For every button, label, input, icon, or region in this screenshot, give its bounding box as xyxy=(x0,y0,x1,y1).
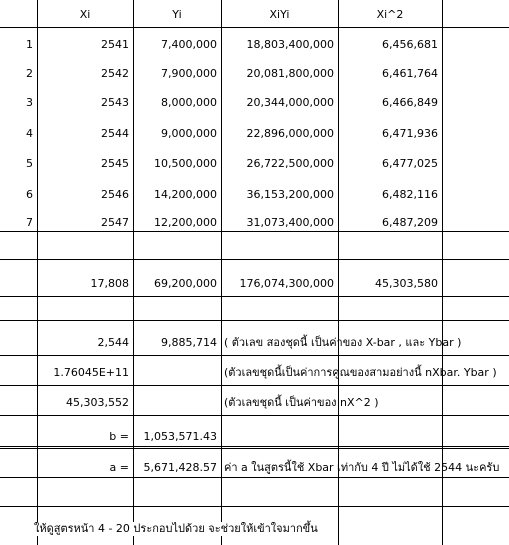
grid-line xyxy=(221,0,222,545)
row-index: 3 xyxy=(26,96,33,109)
cell-xi[interactable]: 2542 xyxy=(101,67,129,80)
cell-xiyi[interactable]: 22,896,000,000 xyxy=(246,127,334,140)
nx2-note: (ตัวเลขชุดนี้ เป็นค่าของ nX^2 ) xyxy=(224,396,379,409)
cell-yi[interactable]: 7,400,000 xyxy=(161,38,217,51)
cell-yi[interactable]: 14,200,000 xyxy=(154,188,217,201)
means-note: ( ตัวเลข สองชุดนี้ เป็นค่าของ X-bar , และ Ybar ) xyxy=(224,336,462,349)
total-xiyi[interactable]: 176,074,300,000 xyxy=(239,277,334,290)
grid-line xyxy=(0,320,509,321)
grid-line xyxy=(0,355,509,356)
header-xi: Xi xyxy=(79,8,91,21)
a-note: ค่า a ในสูตรนี้ใช้ Xbar เท่ากับ 4 ปี ไม่ได้ใช้ 2544 นะครับ xyxy=(224,461,500,474)
product-note: (ตัวเลขชุดนี้เป็นค่าการคูณของสามอย่างนี้ nXbar. Ybar ) xyxy=(224,366,497,379)
footer-note: ให้ดูสูตรหน้า 4 - 20 ประกอบไปด้วย จะช่วยให้เข้าใจมากขึ้น xyxy=(34,522,322,536)
mean-x[interactable]: 2,544 xyxy=(97,336,129,349)
cell-xi2[interactable]: 6,487,209 xyxy=(382,216,438,229)
grid-line xyxy=(0,231,509,232)
b-label: b = xyxy=(109,430,129,443)
grid-line xyxy=(0,415,509,416)
cell-yi[interactable]: 10,500,000 xyxy=(154,157,217,170)
row-index: 4 xyxy=(26,127,33,140)
cell-yi[interactable]: 9,000,000 xyxy=(161,127,217,140)
cell-xi2[interactable]: 6,456,681 xyxy=(382,38,438,51)
cell-xiyi[interactable]: 20,344,000,000 xyxy=(246,96,334,109)
grid-line xyxy=(0,477,509,478)
total-yi[interactable]: 69,200,000 xyxy=(154,277,217,290)
cell-xiyi[interactable]: 36,153,200,000 xyxy=(246,188,334,201)
cell-xi[interactable]: 2544 xyxy=(101,127,129,140)
grid-line xyxy=(0,259,509,260)
nx2-value[interactable]: 45,303,552 xyxy=(66,396,129,409)
grid-line xyxy=(0,446,509,449)
total-xi2[interactable]: 45,303,580 xyxy=(375,277,438,290)
a-value[interactable]: 5,671,428.57 xyxy=(143,461,217,474)
cell-xi2[interactable]: 6,466,849 xyxy=(382,96,438,109)
cell-xi[interactable]: 2546 xyxy=(101,188,129,201)
grid-line xyxy=(0,385,509,386)
cell-yi[interactable]: 12,200,000 xyxy=(154,216,217,229)
cell-xiyi[interactable]: 20,081,800,000 xyxy=(246,67,334,80)
product-value[interactable]: 1.76045E+11 xyxy=(53,366,129,379)
cell-yi[interactable]: 8,000,000 xyxy=(161,96,217,109)
cell-xi2[interactable]: 6,461,764 xyxy=(382,67,438,80)
cell-xiyi[interactable]: 26,722,500,000 xyxy=(246,157,334,170)
header-xi2: Xi^2 xyxy=(376,8,404,21)
a-label: a = xyxy=(109,461,129,474)
grid-line xyxy=(0,506,509,507)
header-xiyi: XiYi xyxy=(269,8,290,21)
cell-xi[interactable]: 2543 xyxy=(101,96,129,109)
cell-xi[interactable]: 2547 xyxy=(101,216,129,229)
cell-xi2[interactable]: 6,477,025 xyxy=(382,157,438,170)
header-yi: Yi xyxy=(172,8,182,21)
row-index: 1 xyxy=(26,38,33,51)
total-xi[interactable]: 17,808 xyxy=(90,277,129,290)
row-index: 5 xyxy=(26,157,33,170)
cell-xi2[interactable]: 6,482,116 xyxy=(382,188,438,201)
cell-xiyi[interactable]: 31,073,400,000 xyxy=(246,216,334,229)
cell-xi[interactable]: 2545 xyxy=(101,157,129,170)
b-value[interactable]: 1,053,571.43 xyxy=(143,430,217,443)
cell-xiyi[interactable]: 18,803,400,000 xyxy=(246,38,334,51)
cell-yi[interactable]: 7,900,000 xyxy=(161,67,217,80)
row-index: 6 xyxy=(26,188,33,201)
row-index: 2 xyxy=(26,67,33,80)
mean-y[interactable]: 9,885,714 xyxy=(161,336,217,349)
row-index: 7 xyxy=(26,216,33,229)
grid-line xyxy=(0,296,509,297)
cell-xi2[interactable]: 6,471,936 xyxy=(382,127,438,140)
cell-xi[interactable]: 2541 xyxy=(101,38,129,51)
grid-line xyxy=(0,27,509,28)
